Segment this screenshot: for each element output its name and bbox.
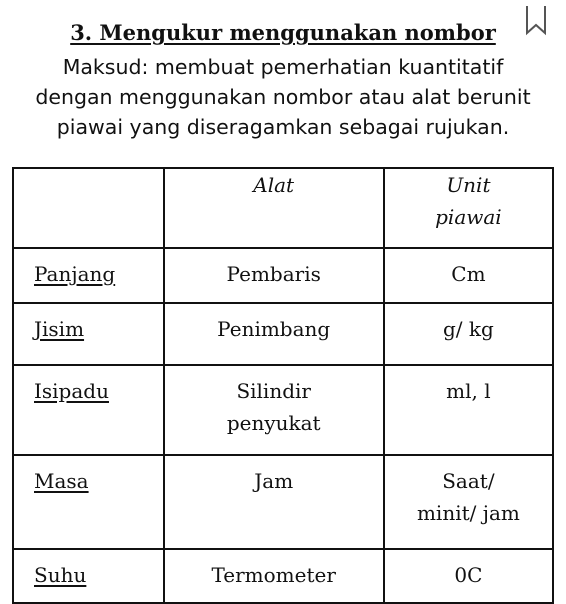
bookmark-icon[interactable] (524, 4, 548, 36)
unit-label: 0C (454, 563, 483, 587)
quantity-cell (13, 248, 164, 303)
tool-cell (164, 549, 384, 603)
quantity-label: Suhu (34, 563, 87, 587)
page-title (0, 18, 566, 48)
tool-label: Termometer (211, 563, 336, 587)
table-row (13, 455, 553, 549)
quantity-label: Isipadu (34, 379, 109, 403)
table-row (13, 365, 553, 455)
tool-cell (164, 303, 384, 365)
quantity-cell (13, 303, 164, 365)
table-header-row (13, 168, 553, 248)
unit-cell (384, 365, 553, 455)
quantity-cell (13, 365, 164, 455)
unit-cell (384, 549, 553, 603)
tool-cell (164, 455, 384, 549)
tool-label: Penimbang (217, 317, 331, 341)
measurement-table (12, 167, 554, 604)
unit-label: g/ kg (442, 317, 494, 341)
quantity-label: Jisim (34, 317, 85, 341)
unit-label: ml, l (446, 379, 491, 403)
tool-cell (164, 365, 384, 455)
quantity-cell (13, 455, 164, 549)
header-cell-blank (13, 168, 164, 248)
title-text: 3. Mengukur menggunakan nombor (70, 20, 496, 45)
tool-cell (164, 248, 384, 303)
table-row (13, 549, 553, 603)
description-line: piawai yang diseragamkan sebagai rujukan. (56, 115, 510, 139)
table-row (13, 303, 553, 365)
unit-label: Saat/ minit/ jam (416, 469, 520, 525)
quantity-cell (13, 549, 164, 603)
description-line: Maksud: membuat pemerhatian kuantitatif (62, 55, 504, 79)
header-cell-unit: Unit piawai (384, 168, 553, 248)
header-cell-alat: Alat (164, 168, 384, 248)
unit-cell (384, 455, 553, 549)
quantity-label: Masa (34, 469, 89, 493)
quantity-label: Panjang (34, 262, 116, 286)
table-row (13, 248, 553, 303)
unit-cell (384, 303, 553, 365)
tool-label: Pembaris (226, 262, 321, 286)
description (0, 52, 566, 142)
unit-label: Cm (451, 262, 486, 286)
description-line: dengan menggunakan nombor atau alat berunit (35, 85, 531, 109)
tool-label: Jam (254, 469, 294, 493)
unit-cell (384, 248, 553, 303)
tool-label: Silindir penyukat (226, 379, 321, 435)
